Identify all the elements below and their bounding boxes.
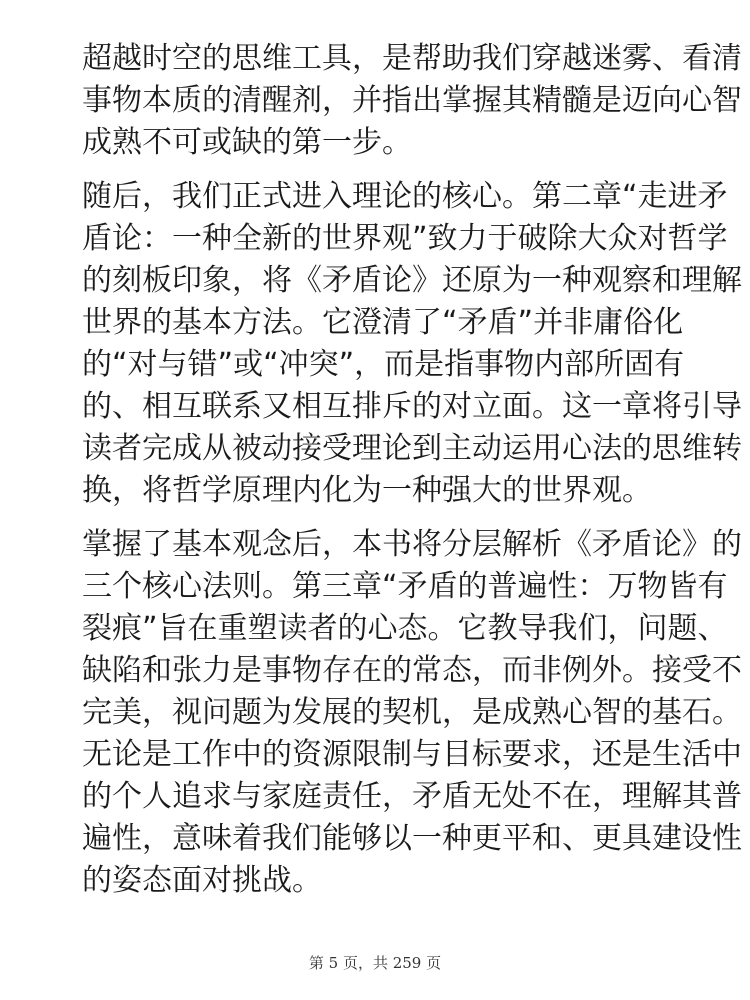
text-line: 换，将哲学原理内化为一种强大的世界观。 bbox=[82, 473, 652, 508]
paragraph-1 bbox=[82, 38, 742, 164]
text-line: 的“对与错”或“冲突”，而是指事物内部所固有 bbox=[82, 347, 685, 382]
text-line: 掌握了基本观念后，本书将分层解析《矛盾论》的 bbox=[82, 527, 742, 562]
page-number-footer: 第 5 页，共 259 页 bbox=[308, 954, 442, 972]
paragraph-2 bbox=[82, 176, 742, 512]
body-text bbox=[82, 38, 742, 914]
text-line: 超越时空的思维工具，是帮助我们穿越迷雾、看清 bbox=[82, 41, 742, 76]
text-line: 事物本质的清醒剂，并指出掌握其精髓是迈向心智 bbox=[82, 83, 742, 118]
text-line: 缺陷和张力是事物存在的常态，而非例外。接受不 bbox=[82, 653, 742, 688]
text-line: 无论是工作中的资源限制与目标要求，还是生活中 bbox=[82, 737, 742, 772]
text-line: 三个核心法则。第三章“矛盾的普遍性：万物皆有 bbox=[82, 569, 728, 604]
text-line: 完美，视问题为发展的契机，是成熟心智的基石。 bbox=[82, 695, 742, 730]
text-line: 裂痕”旨在重塑读者的心态。它教导我们，问题、 bbox=[82, 611, 728, 646]
text-line: 读者完成从被动接受理论到主动运用心法的思维转 bbox=[82, 431, 742, 466]
text-line: 的、相互联系又相互排斥的对立面。这一章将引导 bbox=[82, 389, 742, 424]
text-line: 的刻板印象，将《矛盾论》还原为一种观察和理解 bbox=[82, 263, 742, 298]
text-line: 的姿态面对挑战。 bbox=[82, 863, 322, 898]
text-line: 世界的基本方法。它澄清了“矛盾”并非庸俗化 bbox=[82, 305, 684, 340]
text-line: 盾论：一种全新的世界观”致力于破除大众对哲学 bbox=[82, 221, 728, 256]
paragraph-3 bbox=[82, 524, 742, 902]
text-line: 随后，我们正式进入理论的核心。第二章“走进矛 bbox=[82, 179, 728, 214]
text-line: 成熟不可或缺的第一步。 bbox=[82, 125, 412, 160]
text-line: 的个人追求与家庭责任，矛盾无处不在，理解其普 bbox=[82, 779, 742, 814]
text-line: 遍性，意味着我们能够以一种更平和、更具建设性 bbox=[82, 821, 742, 856]
